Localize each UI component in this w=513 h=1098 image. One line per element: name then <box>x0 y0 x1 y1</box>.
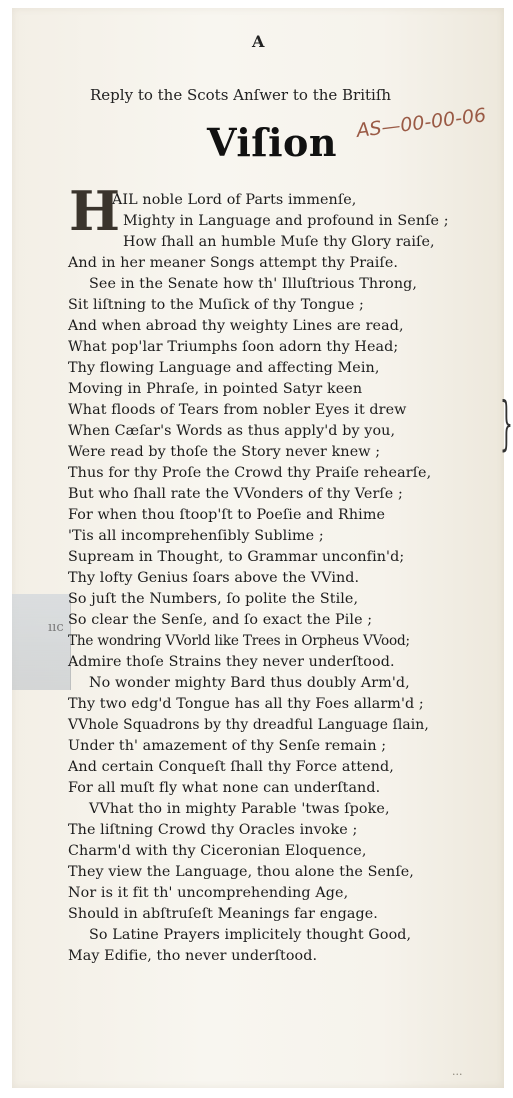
poem-line: 'Tis all incomprehenſibly Sublime ; <box>68 528 324 544</box>
poem-line: Moving in Phraſe, in pointed Satyr keen <box>68 381 363 397</box>
poem-line: And certain Conqueſt ſhall thy Force attend, <box>68 759 394 775</box>
poem-line: Mighty in Language and profound in Senſe ; <box>123 213 449 229</box>
poem-line: Thy lofty Genius ſoars above the VVind. <box>68 570 360 586</box>
poem-line: And in her meaner Songs attempt thy Praiſe. <box>68 255 399 271</box>
poem-line: What pop'lar Triumphs ſoon adorn thy Head; <box>68 339 399 355</box>
poem-line: Admire thoſe Strains they never underſtood. <box>68 654 395 670</box>
poem-line: They view the Language, thou alone the Senſe, <box>68 864 414 880</box>
poem-line: So juſt the Numbers, ſo polite the Stile, <box>68 591 359 607</box>
drop-cap-letter: H <box>69 179 121 243</box>
poem-line: AIL noble Lord of Parts immenſe, <box>112 192 357 208</box>
poem-line: Supream in Thought, to Grammar unconfin'd; <box>68 549 405 565</box>
poem-line: When Cæſar's Words as thus apply'd by you, <box>68 423 396 439</box>
poem-line: Thy two edg'd Tongue has all thy Foes allarm'd ; <box>68 696 424 712</box>
heading-subtitle: Reply to the Scots Anſwer to the Britiſh <box>90 86 392 104</box>
poem-line: For all muſt fly what none can underſtand. <box>68 780 381 796</box>
poem-line: Charm'd with thy Ciceronian Eloquence, <box>68 843 367 859</box>
poem-line: Were read by thoſe the Story never knew ; <box>68 444 381 460</box>
poem-line: Sit liſtning to the Muſick of thy Tongue ; <box>68 297 364 313</box>
poem-line: May Edifie, tho never underſtood. <box>68 948 318 964</box>
tape-fragment-text: ııc <box>48 620 64 635</box>
poem-line: What floods of Tears from nobler Eyes it drew <box>68 402 407 418</box>
poem-line: But who ſhall rate the VVonders of thy Verſe ; <box>68 486 403 502</box>
poem-line: Under th' amazement of thy Senſe remain ; <box>68 738 387 754</box>
manuscript-annotation: AS—00-00-06 <box>355 104 488 142</box>
poem-line: So Latine Prayers implicitely thought Good, <box>89 927 412 943</box>
heading-letter: A <box>252 32 265 51</box>
tape-strip <box>12 594 71 690</box>
poem-line: Thy flowing Language and affecting Mein, <box>68 360 380 376</box>
poem-line: No wonder mighty Bard thus doubly Arm'd, <box>89 675 410 691</box>
poem-line: VVhat tho in mighty Parable 'twas ſpoke, <box>89 801 390 817</box>
poem-line: Should in abſtruſeſt Meanings far engage. <box>68 906 378 922</box>
poem-line: The wondring VVorld like Trees in Orpheus VVood; <box>68 633 410 649</box>
poem-line: How ſhall an humble Muſe thy Glory raiſe, <box>123 234 435 250</box>
heading-title: Viſion <box>207 120 338 165</box>
poem-line: Thus for thy Proſe the Crowd thy Praiſe rehearſe, <box>68 465 432 481</box>
poem-line: And when abroad thy weighty Lines are read, <box>68 318 404 334</box>
manuscript-bracket-mark: } <box>499 389 513 457</box>
poem-line: VVhole Squadrons by thy dreadful Language ſlain, <box>68 717 429 733</box>
page-footer-mark: ··· <box>452 1068 463 1081</box>
poem-line: The liſtning Crowd thy Oracles invoke ; <box>68 822 358 838</box>
document-page <box>12 8 513 1088</box>
poem-line: Nor is it fit th' uncomprehending Age, <box>68 885 349 901</box>
poem-line: See in the Senate how th' Illuſtrious Throng, <box>89 276 418 292</box>
poem-line: So clear the Senſe, and ſo exact the Pile ; <box>68 612 373 628</box>
poem-line: For when thou ſtoop'ſt to Poeſie and Rhime <box>68 507 386 523</box>
